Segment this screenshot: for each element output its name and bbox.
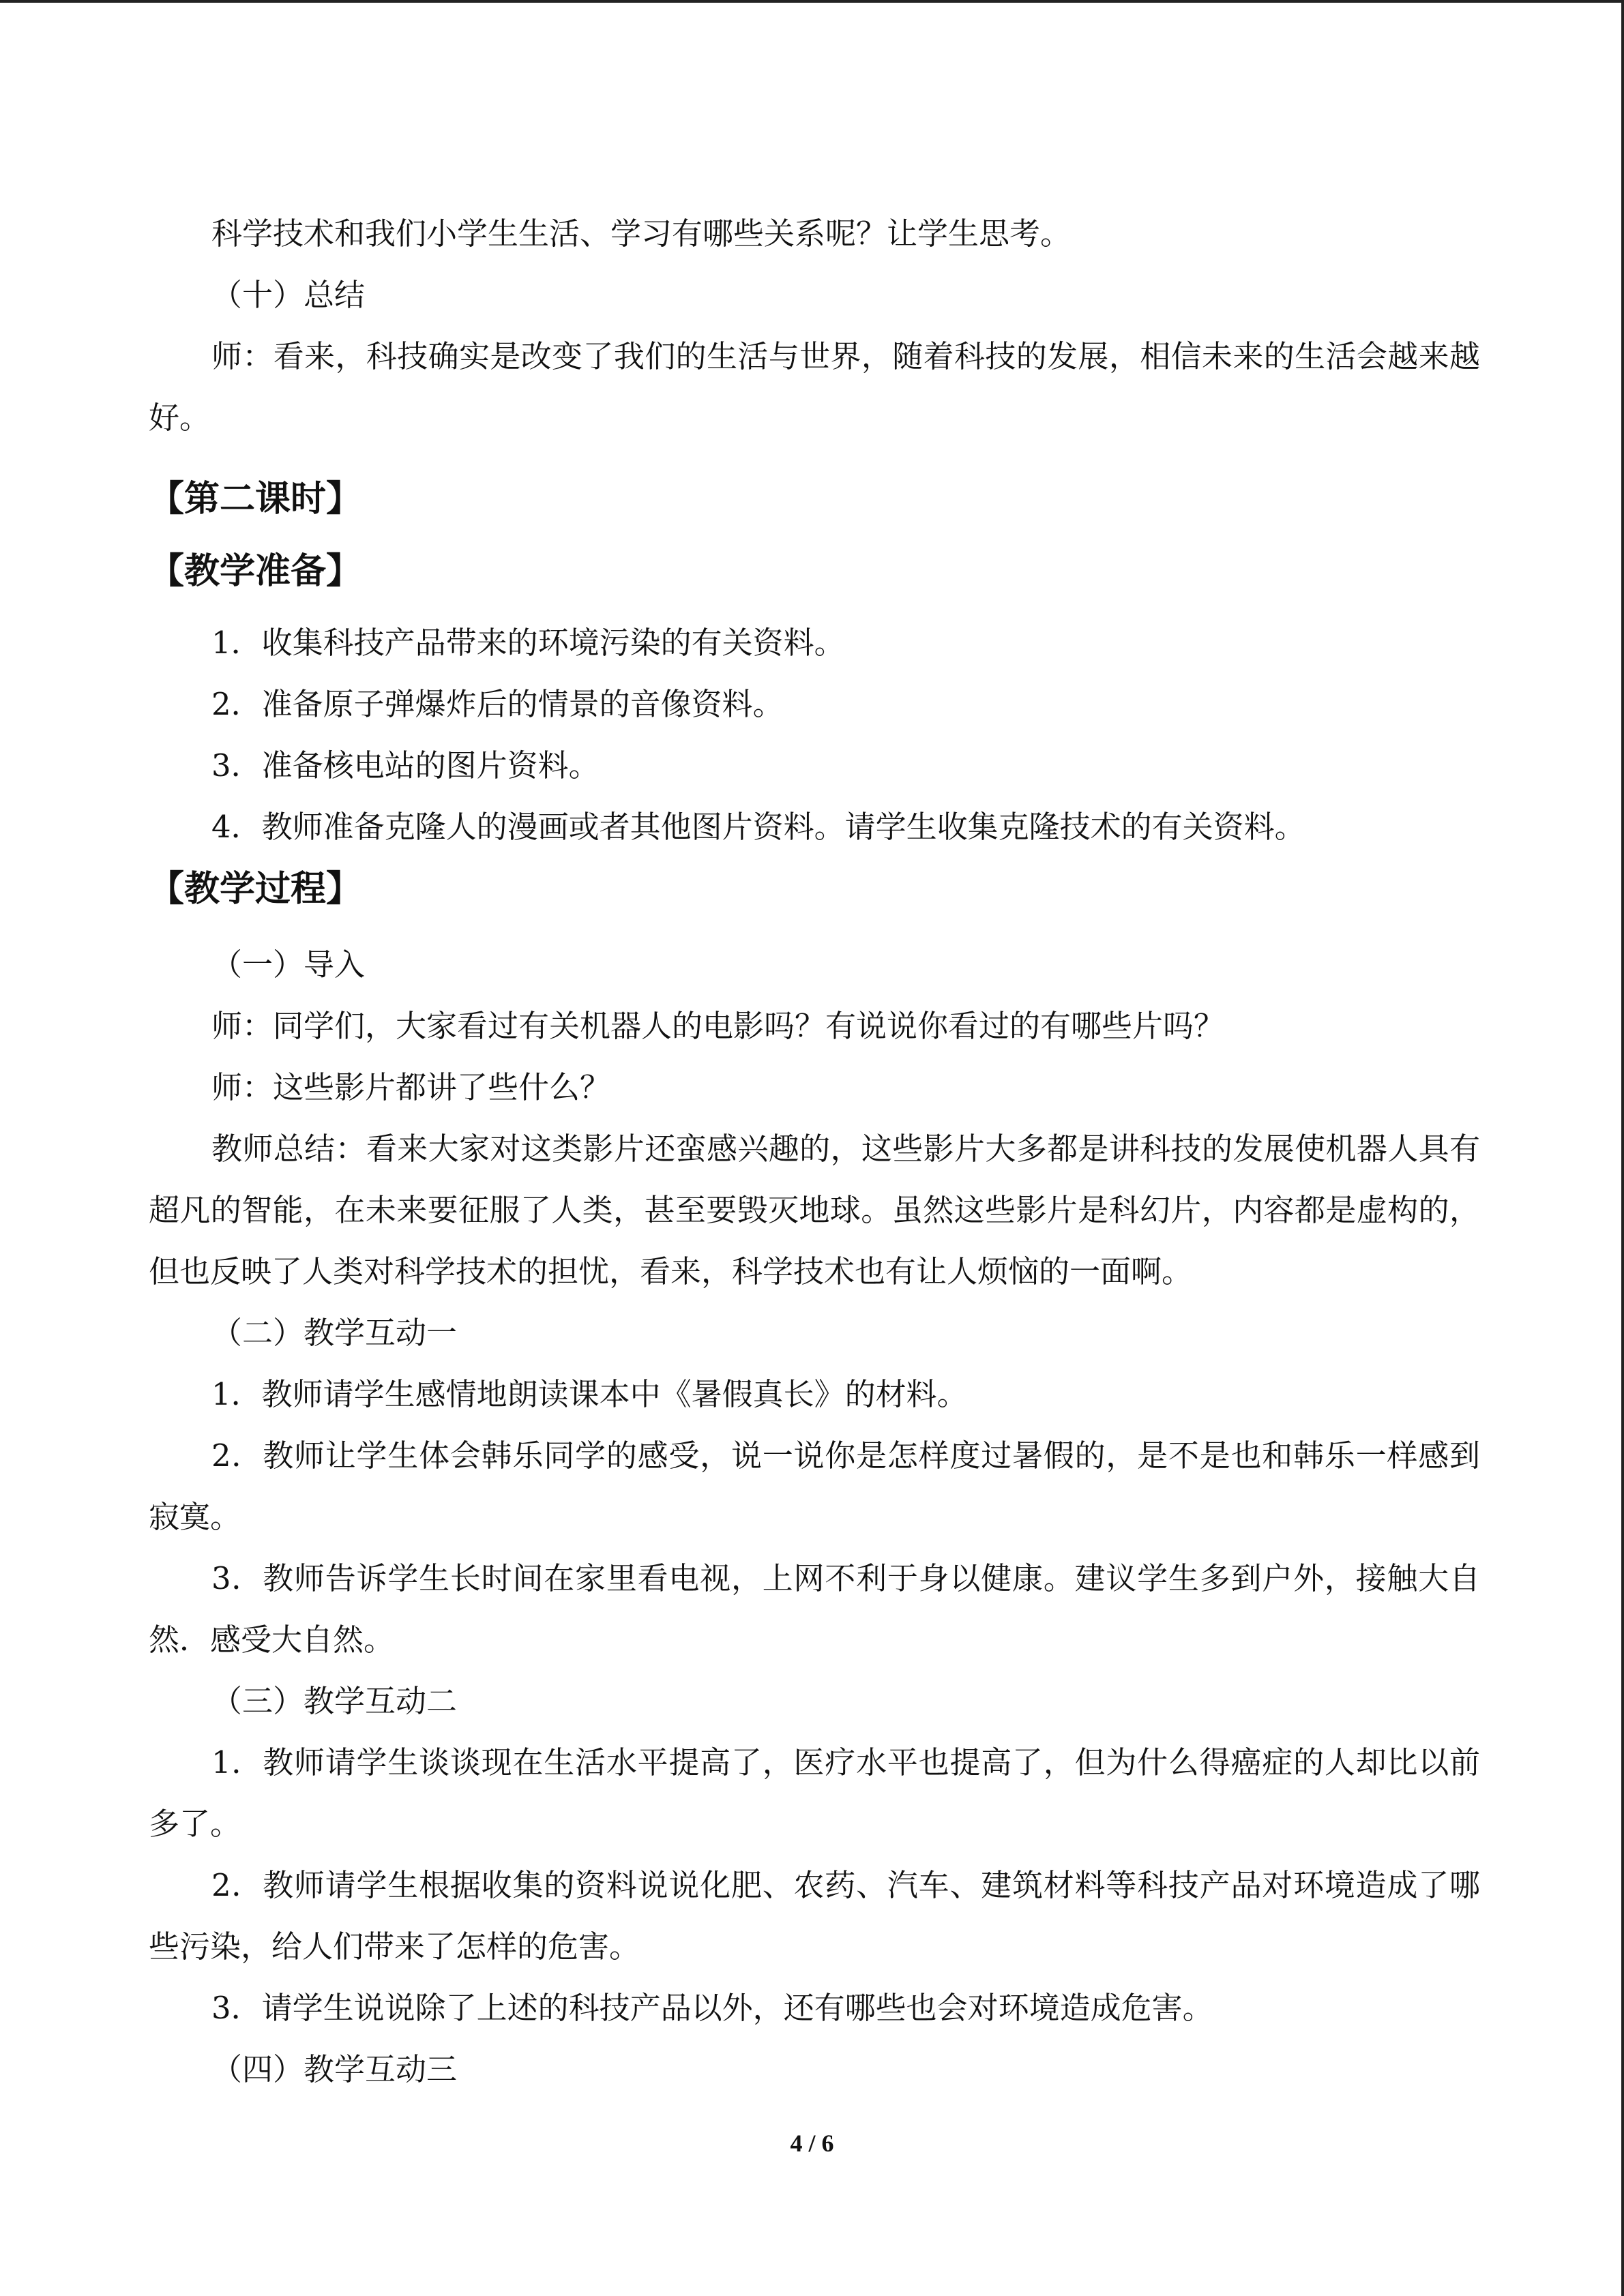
section-label: （二）教学互动一 <box>211 1315 458 1351</box>
section-label: （一）导入 <box>211 946 366 983</box>
list-item: 1．教师请学生谈谈现在生活水平提高了，医疗水平也提高了，但为什么得癌症的人却比以前多了。 <box>149 1744 1480 1842</box>
heading-lesson-two: 【第二课时】 <box>149 479 362 520</box>
document-body <box>149 203 1480 2100</box>
list-item: 1．教师请学生感情地朗读课本中《暑假真长》的材料。 <box>211 1376 968 1412</box>
heading-teaching-process: 【教学过程】 <box>149 869 362 910</box>
heading-teaching-preparation: 【教学准备】 <box>149 551 362 592</box>
list-item: 2．教师让学生体会韩乐同学的感受，说一说你是怎样度过暑假的，是不是也和韩乐一样感到寂寞。 <box>149 1437 1480 1535</box>
paragraph: 科学技术和我们小学生生活、学习有哪些关系呢？让学生思考。 <box>211 215 1072 252</box>
section-label: （四）教学互动三 <box>211 2051 458 2087</box>
paragraph: 师：同学们，大家看过有关机器人的电影吗？有说说你看过的有哪些片吗？ <box>211 1008 1225 1044</box>
list-item: 4．教师准备克隆人的漫画或者其他图片资料。请学生收集克隆技术的有关资料。 <box>211 809 1305 845</box>
top-border-line <box>0 0 1624 3</box>
page-number: 4 / 6 <box>790 2130 834 2157</box>
paragraph: 师：看来，科技确实是改变了我们的生活与世界，随着科技的发展，相信未来的生活会越来越好。 <box>149 338 1480 436</box>
paragraph: 教师总结：看来大家对这类影片还蛮感兴趣的，这些影片大多都是讲科技的发展使机器人具有超凡的智能，在未来要征服了人类，甚至要毁灭地球。虽然这些影片是科幻片，内容都是虚构的，但也反映了人类对科学技术的担忧，看来，科学技术也有让人烦恼的一面啊。 <box>149 1131 1480 1289</box>
right-border-line <box>1621 0 1624 2296</box>
list-item: 2．教师请学生根据收集的资料说说化肥、农药、汽车、建筑材料等科技产品对环境造成了哪些污染，给人们带来了怎样的危害。 <box>149 1867 1480 1965</box>
paragraph: 师：这些影片都讲了些什么？ <box>211 1069 611 1105</box>
list-item: 2．准备原子弹爆炸后的情景的音像资料。 <box>211 686 784 722</box>
list-item: 3．教师告诉学生长时间在家里看电视，上网不利于身以健康。建议学生多到户外，接触大自然．感受大自然。 <box>149 1560 1480 1658</box>
section-label: （十）总结 <box>211 277 366 313</box>
list-item: 1．收集科技产品带来的环境污染的有关资料。 <box>211 625 845 661</box>
section-label: （三）教学互动二 <box>211 1683 458 1719</box>
list-item: 3．准备核电站的图片资料。 <box>211 747 600 784</box>
list-item: 3．请学生说说除了上述的科技产品以外，还有哪些也会对环境造成危害。 <box>211 1990 1213 2026</box>
